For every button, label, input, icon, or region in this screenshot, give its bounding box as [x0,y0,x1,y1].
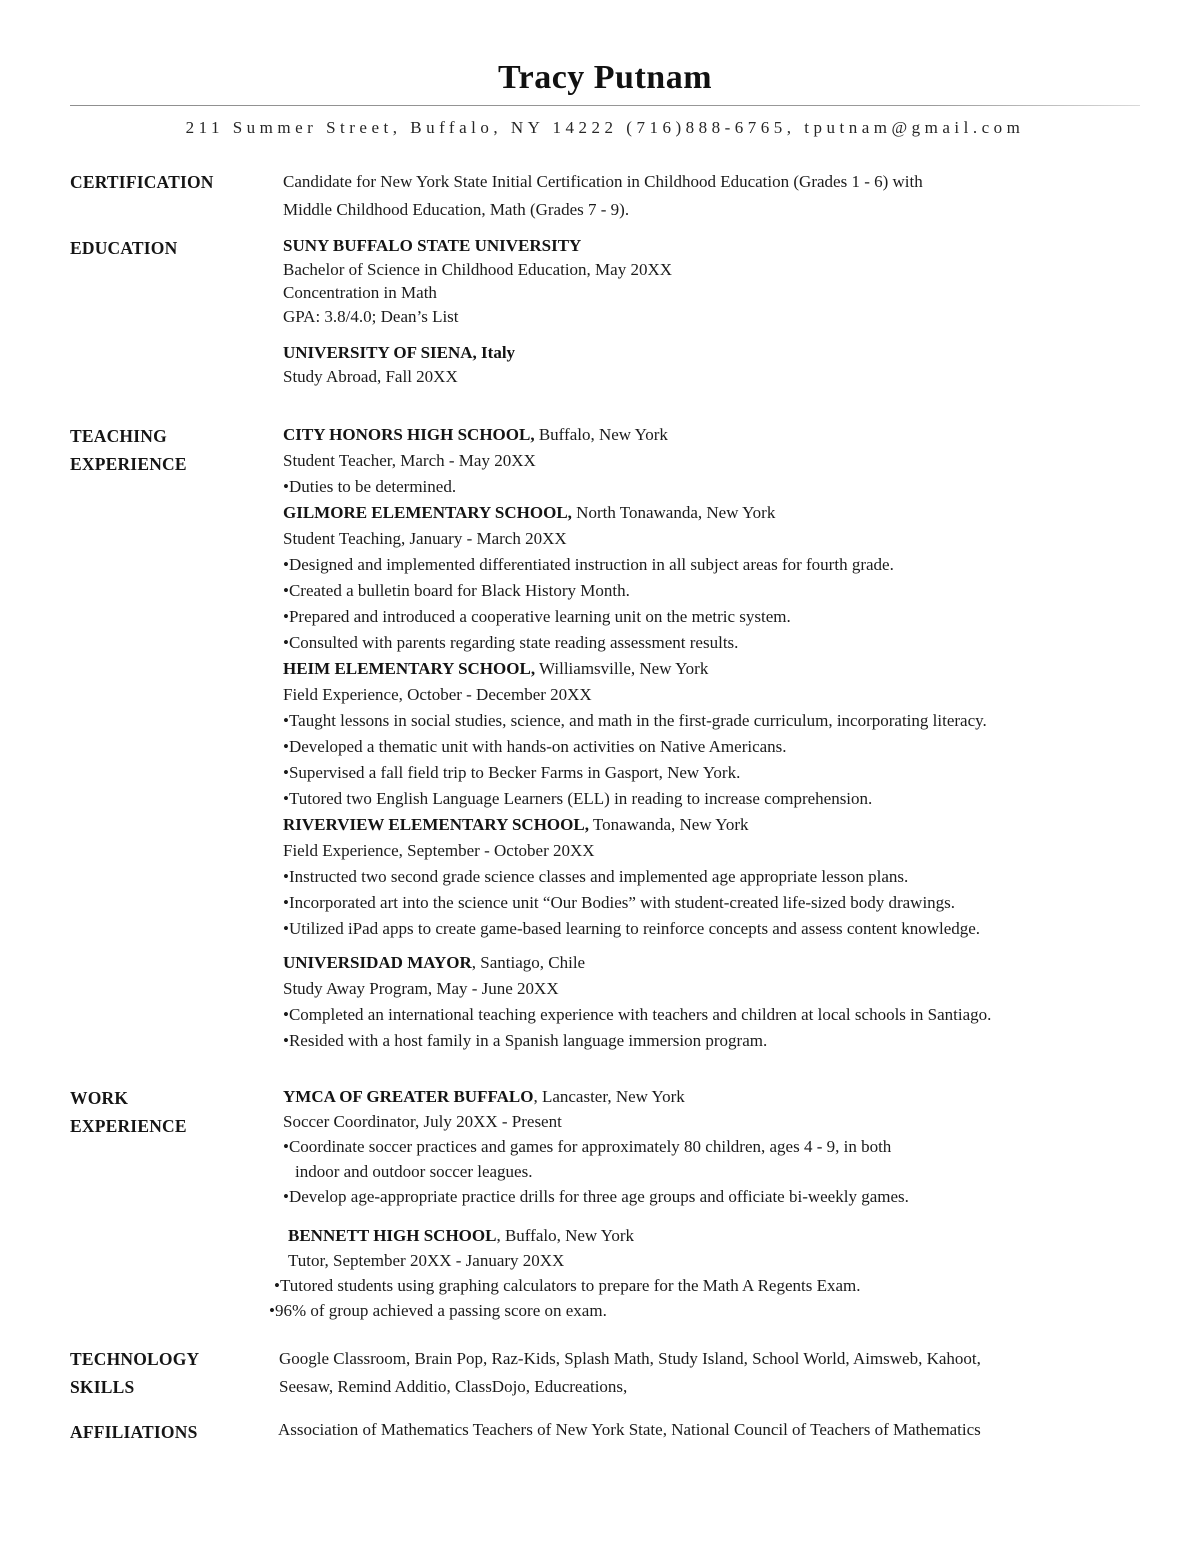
bullet-item: • Tutored students using graphing calculators to prepare for the Math A Regents Exam. [274,1273,1140,1298]
certification-line: Candidate for New York State Initial Certification in Childhood Education (Grades 1 - 6) with [283,172,923,191]
education-detail: Study Abroad, Fall 20XX [283,366,458,386]
education-detail: Concentration in Math [283,283,437,302]
company-line [283,1084,1140,1109]
section-technology-skills [70,1345,1140,1401]
company-name: YMCA OF GREATER BUFFALO [283,1087,534,1106]
teaching-entry [283,950,1140,1054]
role-line: Study Away Program, May - June 20XX [283,979,559,998]
skills-line: Google Classroom, Brain Pop, Raz-Kids, Splash Math, Study Island, School World, Aimsweb, Kahoot, [279,1349,981,1368]
bullet-item: • Consulted with parents regarding state reading assessment results. [283,630,1140,656]
bullet-item: • Resided with a host family in a Spanish language immersion program. [283,1028,1140,1054]
school-location: Buffalo, New York [534,425,668,444]
bullet-item: • Developed a thematic unit with hands-on activities on Native Americans. [283,734,1140,760]
school-line [283,812,1140,838]
bullet-item: • Tutored two English Language Learners (ELL) in reading to increase comprehension. [283,786,1140,812]
teaching-entry [283,500,1140,656]
teaching-entry [283,812,1140,942]
school-line [283,422,1140,448]
teaching-entry [283,656,1140,812]
teaching-content [283,422,1140,1054]
role-line: Student Teaching, January - March 20XX [283,529,567,548]
school-location: Williamsville, New York [535,659,709,678]
education-entry [283,341,1140,388]
education-detail: GPA: 3.8/4.0; Dean’s List [283,306,459,326]
section-label-line: EXPERIENCE [70,454,187,474]
section-label: AFFILIATIONS [70,1422,198,1442]
bullet-item: • Taught lessons in social studies, science, and math in the first-grade curriculum, incorporating literacy. [283,708,1140,734]
section-certification [70,168,1140,224]
section-teaching-experience [70,422,1140,1054]
role-line: Field Experience, October - December 20XX [283,685,592,704]
section-education [70,234,1140,388]
role-line: Tutor, September 20XX - January 20XX [288,1251,565,1270]
section-label-line: SKILLS [70,1377,135,1397]
school-location: Tonawanda, New York [588,815,749,834]
company-location: , Buffalo, New York [496,1226,635,1245]
bullet-item: • Duties to be determined. [283,474,1140,500]
school-location: , Santiago, Chile [471,953,586,972]
bullet-item: • Completed an international teaching experience with teachers and children at local schools in Santiago. [283,1002,1140,1028]
school-name: UNIVERSITY OF SIENA, Italy [283,343,516,362]
company-location: , Lancaster, New York [533,1087,685,1106]
teaching-entry [283,422,1140,500]
role-line: Soccer Coordinator, July 20XX - Present [283,1112,562,1131]
resume-header [70,56,1140,138]
bullet-item: • Created a bulletin board for Black History Month. [283,578,1140,604]
education-detail: Bachelor of Science in Childhood Education, May 20XX [283,259,673,279]
bullet-item: • Coordinate soccer practices and games for approximately 80 children, ages 4 - 9, in both [283,1134,1140,1159]
bullet-item: • 96% of group achieved a passing score on exam. [269,1298,1140,1323]
company-name: BENNETT HIGH SCHOOL [288,1226,497,1245]
bullet-item: • Utilized iPad apps to create game-based learning to reinforce concepts and assess content knowledge. [283,916,1140,942]
section-label [70,422,283,478]
bullet-item: • Instructed two second grade science classes and implemented age appropriate lesson plans. [283,864,1140,890]
section-label [70,1084,283,1140]
section-affiliations [70,1418,1140,1446]
work-content [274,1084,1140,1323]
certification-line: Middle Childhood Education, Math (Grades 7 - 9). [283,200,630,219]
section-label: EDUCATION [70,238,178,258]
bullet-item: • Supervised a fall field trip to Becker Farms in Gasport, New York. [283,760,1140,786]
education-entry [283,234,1140,328]
school-name: SUNY BUFFALO STATE UNIVERSITY [283,236,582,255]
school-line [283,500,1140,526]
school-name: GILMORE ELEMENTARY SCHOOL, [283,503,572,522]
technology-content [279,1345,1140,1401]
school-name: CITY HONORS HIGH SCHOOL, [283,425,535,444]
bullet-item: • Prepared and introduced a cooperative learning unit on the metric system. [283,604,1140,630]
contact-line: 211 Summer Street, Buffalo, NY 14222 (716)888-6765, tputnam@gmail.com [185,118,1025,137]
school-line [283,656,1140,682]
school-line [283,950,1140,976]
bullet-item: • Designed and implemented differentiated instruction in all subject areas for fourth grade. [283,552,1140,578]
role-line: Field Experience, September - October 20XX [283,841,595,860]
section-label-line: TEACHING [70,426,167,446]
bullet-item: • Incorporated art into the science unit “Our Bodies” with student-created life-sized body drawings. [283,890,1140,916]
skills-line: Seesaw, Remind Additio, ClassDojo, Educreations, [279,1377,628,1396]
section-label-line: TECHNOLOGY [70,1349,200,1369]
company-line [283,1223,1140,1248]
section-label [70,1345,283,1401]
work-entry [274,1223,1140,1323]
section-label: CERTIFICATION [70,172,214,192]
school-location: North Tonawanda, New York [571,503,776,522]
affiliations-line: Association of Mathematics Teachers of New York State, National Council of Teachers of Mathematics [278,1420,981,1439]
school-name: RIVERVIEW ELEMENTARY SCHOOL, [283,815,589,834]
school-name: UNIVERSIDAD MAYOR [283,953,472,972]
bullet-continuation: indoor and outdoor soccer leagues. [295,1162,533,1181]
work-entry [283,1084,1140,1209]
bullet-item: • Develop age-appropriate practice drills for three age groups and officiate bi-weekly games. [283,1184,1140,1209]
section-work-experience [70,1084,1140,1323]
section-label-line: WORK [70,1088,129,1108]
certification-content [283,168,1140,224]
section-label-line: EXPERIENCE [70,1116,187,1136]
education-content [283,234,1140,388]
school-name: HEIM ELEMENTARY SCHOOL, [283,659,536,678]
role-line: Student Teacher, March - May 20XX [283,451,536,470]
candidate-name: Tracy Putnam [497,59,713,96]
affiliations-content [278,1418,1140,1442]
header-divider [70,105,1140,106]
